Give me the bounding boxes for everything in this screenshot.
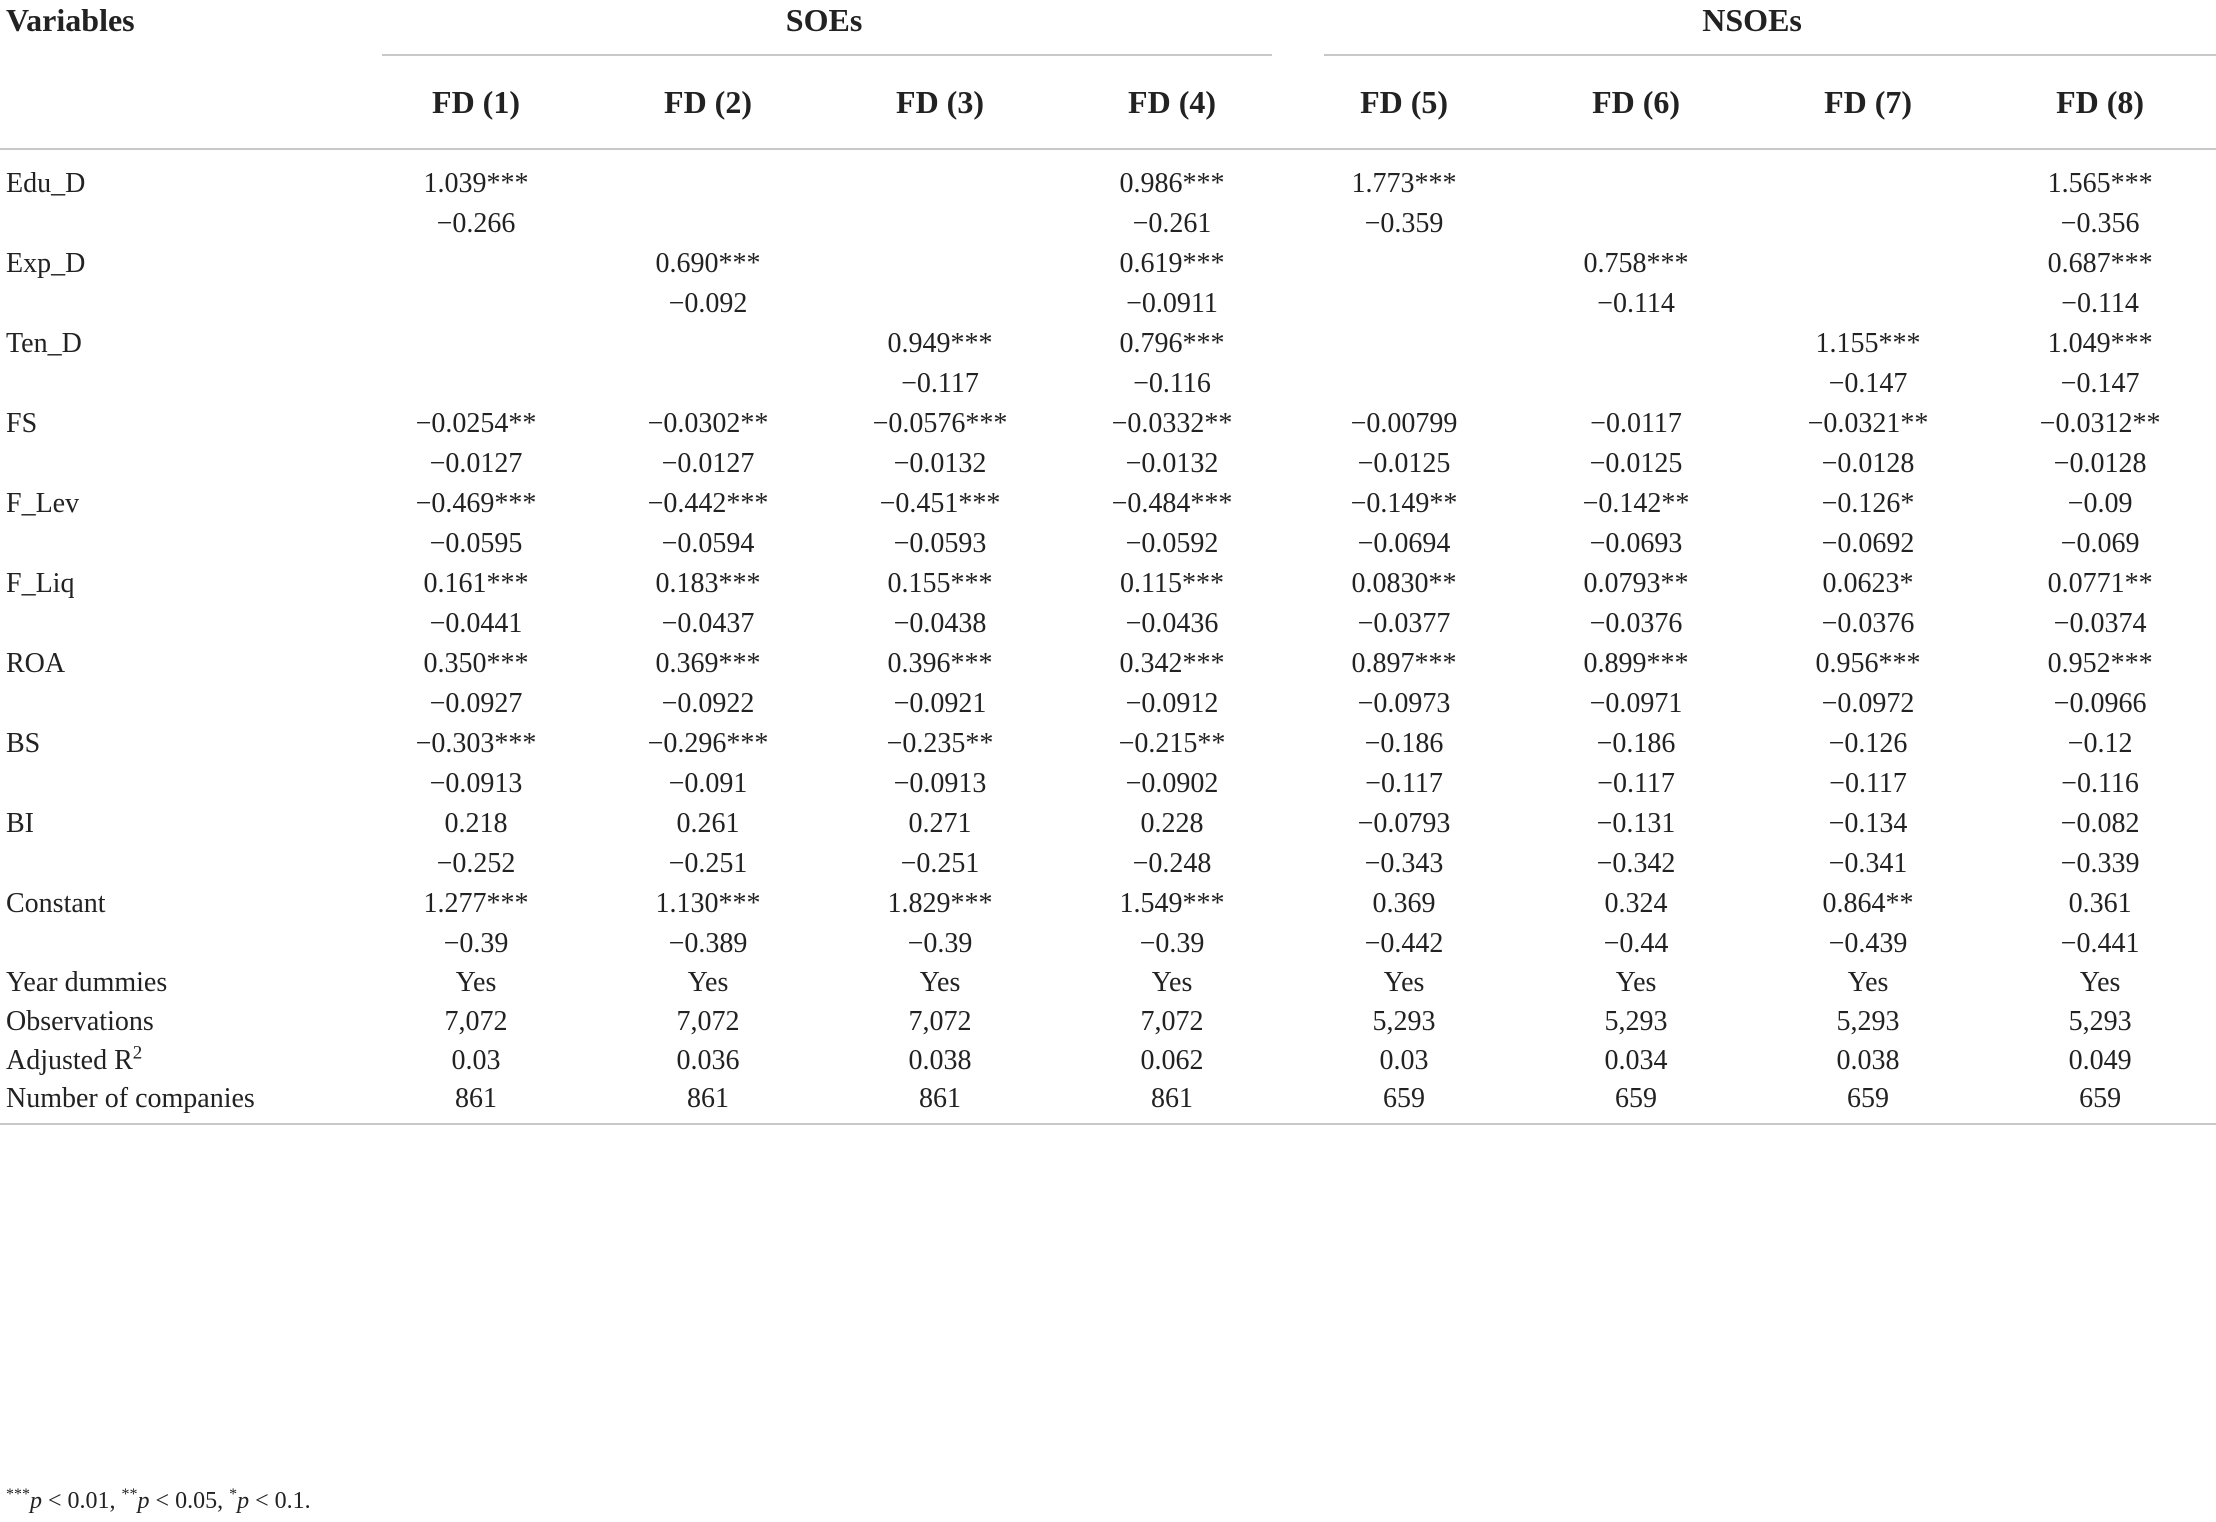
table-cell: −0.0437 (661, 608, 755, 639)
table-cell: −0.0376 (1589, 608, 1683, 639)
table-cell: −0.0132 (893, 448, 987, 479)
table-cell (360, 364, 592, 404)
table-cell: −0.0593 (893, 528, 987, 559)
table-cell: −0.0127 (661, 448, 755, 479)
table-cell: −0.092 (668, 288, 748, 319)
table-row (0, 1080, 2216, 1124)
table-cell: −0.186 (1596, 728, 1676, 759)
table-cell (1752, 164, 1984, 204)
table-cell: −0.134 (1828, 808, 1908, 839)
table-cell: −0.09 (2067, 488, 2133, 519)
table-cell: Yes (1151, 967, 1193, 999)
table-cell: −0.442 (1364, 928, 1444, 959)
table-cell: −0.114 (1597, 288, 1675, 319)
table-cell: −0.0441 (429, 608, 523, 639)
table-cell: −0.142** (1582, 488, 1690, 519)
table-cell: 5,293 (1604, 1006, 1668, 1038)
table-cell: 5,293 (2068, 1006, 2132, 1038)
table-row (0, 404, 2216, 444)
table-cell: 5,293 (1372, 1006, 1436, 1038)
table-cell (824, 164, 1056, 204)
table-cell: 0.864** (1822, 888, 1914, 919)
table-cell: −0.0902 (1125, 768, 1219, 799)
table-cell: −0.215** (1118, 728, 1226, 759)
table-cell: 1.565*** (2047, 168, 2153, 199)
table-row (0, 724, 2216, 764)
table-cell (824, 204, 1056, 244)
table-cell: 0.038 (908, 1044, 972, 1076)
table-cell: −0.0125 (1589, 448, 1683, 479)
group-header-nsoes: NSOEs (1702, 2, 1802, 38)
table-cell: 0.952*** (2047, 648, 2153, 679)
table-cell: −0.0971 (1589, 688, 1683, 719)
table-row (0, 1041, 2216, 1080)
row-label (0, 364, 360, 404)
table-cell: −0.441 (2060, 928, 2140, 959)
table-cell: −0.00799 (1350, 408, 1458, 439)
table-row (0, 844, 2216, 884)
row-label (0, 1041, 360, 1080)
table-cell: −0.356 (2060, 208, 2140, 239)
table-cell: 1.130*** (655, 888, 761, 919)
row-label (0, 1080, 360, 1124)
footnote-p-symbol: p (30, 1488, 42, 1514)
table-cell: −0.149** (1350, 488, 1458, 519)
table-cell: −0.091 (668, 768, 748, 799)
row-label-text: ROA (6, 648, 66, 679)
table-cell: −0.342 (1596, 848, 1676, 879)
footnote-threshold: < 0.05, (149, 1488, 230, 1514)
table-cell: 0.155*** (887, 568, 993, 599)
table-cell: 1.039*** (423, 168, 529, 199)
table-cell: −0.0693 (1589, 528, 1683, 559)
table-cell: −0.131 (1596, 808, 1676, 839)
table-cell: 5,293 (1836, 1006, 1900, 1038)
table-cell: −0.069 (2060, 528, 2140, 559)
table-cell: −0.0911 (1126, 288, 1218, 319)
row-label-text: Year dummies (6, 967, 168, 999)
table-cell: −0.117 (1597, 768, 1675, 799)
table-cell: −0.0302** (647, 408, 769, 439)
table-cell: −0.296*** (647, 728, 769, 759)
table-cell: 7,072 (444, 1006, 508, 1038)
table-cell: −0.39 (1139, 928, 1205, 959)
table-cell (592, 324, 824, 364)
row-label (0, 964, 360, 1003)
table-cell: −0.252 (436, 848, 516, 879)
table-cell: 0.369 (1372, 888, 1436, 919)
table-cell: −0.359 (1364, 208, 1444, 239)
row-label-text: Number of companies (6, 1083, 255, 1115)
table-cell: −0.341 (1828, 848, 1908, 879)
row-label (0, 204, 360, 244)
table-row (0, 244, 2216, 284)
significance-footnote (6, 1488, 311, 1515)
table-cell: −0.0312** (2039, 408, 2161, 439)
table-cell: −0.116 (1133, 368, 1211, 399)
table-cell: Yes (687, 967, 729, 999)
table-cell: 0.897*** (1351, 648, 1457, 679)
row-label-text: Observations (6, 1006, 154, 1038)
table-row (0, 924, 2216, 964)
table-cell: −0.0913 (893, 768, 987, 799)
table-cell: 659 (1520, 1080, 1752, 1124)
column-header: FD (6) (1520, 56, 1752, 149)
row-label (0, 324, 360, 364)
row-label (0, 644, 360, 684)
table-row (0, 204, 2216, 244)
row-label (0, 444, 360, 484)
table-cell: Yes (919, 967, 961, 999)
table-cell: −0.0127 (429, 448, 523, 479)
table-cell: 0.218 (444, 808, 508, 839)
table-cell: −0.484*** (1111, 488, 1233, 519)
table-cell: −0.0912 (1125, 688, 1219, 719)
table-cell: −0.126 (1828, 728, 1908, 759)
table-cell: −0.0254** (415, 408, 537, 439)
row-label (0, 804, 360, 844)
table-cell: 0.038 (1836, 1044, 1900, 1076)
table-cell: Yes (1615, 967, 1657, 999)
column-header: FD (4) (1056, 56, 1288, 149)
table-cell: 0.324 (1604, 888, 1668, 919)
row-label (0, 844, 360, 884)
row-label-text: F_Lev (6, 488, 80, 519)
table-cell: 0.062 (1140, 1044, 1204, 1076)
table-cell: Yes (1847, 967, 1889, 999)
table-cell: −0.251 (668, 848, 748, 879)
table-cell: −0.0592 (1125, 528, 1219, 559)
table-cell: −0.0576*** (872, 408, 1008, 439)
table-row (0, 524, 2216, 564)
table-cell: −0.0117 (1590, 408, 1682, 439)
row-label-text: Constant (6, 888, 106, 919)
table-cell: 0.956*** (1815, 648, 1921, 679)
column-header: FD (5) (1288, 56, 1520, 149)
table-cell: −0.114 (2061, 288, 2139, 319)
table-cell: 0.161*** (423, 568, 529, 599)
row-label (0, 564, 360, 604)
table-cell: 1.829*** (887, 888, 993, 919)
table-row (0, 604, 2216, 644)
table-cell: −0.0128 (2053, 448, 2147, 479)
table-cell: 1.277*** (423, 888, 529, 919)
table-cell: 7,072 (1140, 1006, 1204, 1038)
table-cell: 0.03 (1379, 1044, 1429, 1076)
footnote-stars: * (229, 1486, 238, 1503)
table-cell: −0.389 (668, 928, 748, 959)
table-cell: −0.442*** (647, 488, 769, 519)
table-cell: −0.117 (901, 368, 979, 399)
table-cell (1288, 244, 1520, 284)
table-cell: −0.303*** (415, 728, 537, 759)
table-cell: −0.469*** (415, 488, 537, 519)
column-header: FD (3) (824, 56, 1056, 149)
table-cell (1520, 364, 1752, 404)
table-cell (592, 364, 824, 404)
table-cell: −0.0377 (1357, 608, 1451, 639)
footnote-threshold: < 0.01, (42, 1488, 122, 1514)
table-cell: 1.773*** (1351, 168, 1457, 199)
table-cell: −0.0595 (429, 528, 523, 559)
table-cell (592, 204, 824, 244)
table-cell: −0.0438 (893, 608, 987, 639)
row-label (0, 1003, 360, 1042)
table-cell: −0.343 (1364, 848, 1444, 879)
footnote-threshold: < 0.1. (249, 1488, 311, 1514)
table-cell: 0.949*** (887, 328, 993, 359)
table-cell (360, 324, 592, 364)
table-cell: 0.049 (2068, 1044, 2132, 1076)
table-cell: Yes (455, 967, 497, 999)
table-cell: 0.342*** (1119, 648, 1225, 679)
table-cell: −0.0922 (661, 688, 755, 719)
table-cell: −0.0128 (1821, 448, 1915, 479)
table-cell: −0.0966 (2053, 688, 2147, 719)
table-row (0, 964, 2216, 1003)
table-cell: −0.0125 (1357, 448, 1451, 479)
table-cell (824, 284, 1056, 324)
table-cell: −0.0594 (661, 528, 755, 559)
table-cell: 0.687*** (2047, 248, 2153, 279)
table-cell (1520, 204, 1752, 244)
table-row (0, 484, 2216, 524)
table-row (0, 444, 2216, 484)
table-cell: −0.186 (1364, 728, 1444, 759)
table-cell: −0.44 (1603, 928, 1669, 959)
column-header: FD (8) (1984, 56, 2216, 149)
table-row (0, 884, 2216, 924)
table-row (0, 644, 2216, 684)
footnote-stars: ** (121, 1486, 138, 1503)
table-cell: −0.147 (1828, 368, 1908, 399)
row-label (0, 604, 360, 644)
table-row (0, 164, 2216, 204)
table-cell: 0.690*** (655, 248, 761, 279)
column-header: FD (2) (592, 56, 824, 149)
table-cell: 0.361 (2068, 888, 2132, 919)
table-cell: −0.39 (443, 928, 509, 959)
table-cell: 0.115*** (1120, 568, 1224, 599)
table-cell: 0.036 (676, 1044, 740, 1076)
table-cell: 0.758*** (1583, 248, 1689, 279)
table-cell: −0.451*** (879, 488, 1001, 519)
table-cell: 0.183*** (655, 568, 761, 599)
footnote-p-symbol: p (137, 1488, 150, 1514)
row-label (0, 484, 360, 524)
table-cell (360, 244, 592, 284)
table-cell (1520, 164, 1752, 204)
row-label-text: Edu_D (6, 168, 86, 199)
table-cell: 0.350*** (423, 648, 529, 679)
column-header: FD (1) (360, 56, 592, 149)
table-cell: 0.396*** (887, 648, 993, 679)
row-label (0, 764, 360, 804)
table-cell: Yes (2079, 967, 2121, 999)
row-label (0, 284, 360, 324)
table-cell (1288, 324, 1520, 364)
table-cell: −0.0694 (1357, 528, 1451, 559)
table-cell: 0.796*** (1119, 328, 1225, 359)
footnote-stars: *** (6, 1486, 30, 1503)
table-cell (1752, 204, 1984, 244)
table-cell: −0.116 (2061, 768, 2139, 799)
table-cell (592, 164, 824, 204)
table-cell: −0.0973 (1357, 688, 1451, 719)
table-cell (824, 244, 1056, 284)
table-row (0, 364, 2216, 404)
row-label (0, 524, 360, 564)
table-cell: −0.0132 (1125, 448, 1219, 479)
table-cell: −0.0927 (429, 688, 523, 719)
table-cell: 659 (1752, 1080, 1984, 1124)
row-label (0, 684, 360, 724)
table-cell: 0.0793** (1583, 568, 1689, 599)
table-cell: −0.0436 (1125, 608, 1219, 639)
table-row (0, 324, 2216, 364)
table-cell (1288, 364, 1520, 404)
table-cell (1752, 244, 1984, 284)
table-cell: 0.271 (908, 808, 972, 839)
footnote-p-symbol: p (237, 1488, 250, 1514)
row-label-text: Exp_D (6, 248, 86, 279)
table-cell: 1.155*** (1815, 328, 1921, 359)
column-header: FD (7) (1752, 56, 1984, 149)
table-row (0, 804, 2216, 844)
table-cell: −0.082 (2060, 808, 2140, 839)
table-cell: −0.439 (1828, 928, 1908, 959)
table-cell (1752, 284, 1984, 324)
row-label-text: F_Liq (6, 568, 75, 599)
table-cell: 1.049*** (2047, 328, 2153, 359)
table-cell: −0.0376 (1821, 608, 1915, 639)
table-cell: 7,072 (676, 1006, 740, 1038)
row-label-text: BS (6, 728, 41, 759)
table-cell: −0.0692 (1821, 528, 1915, 559)
table-cell: 0.0623* (1822, 568, 1914, 599)
table-cell (1288, 284, 1520, 324)
row-label (0, 924, 360, 964)
row-label (0, 164, 360, 204)
row-label-text: BI (6, 808, 34, 839)
table-row (0, 764, 2216, 804)
table-cell: −0.0374 (2053, 608, 2147, 639)
blank-header-cell (0, 56, 360, 149)
table-cell: 861 (824, 1080, 1056, 1124)
table-cell: −0.235** (886, 728, 994, 759)
table-cell: 0.034 (1604, 1044, 1668, 1076)
table-cell: 1.549*** (1119, 888, 1225, 919)
table-cell: 861 (592, 1080, 824, 1124)
table-cell: −0.39 (907, 928, 973, 959)
table-row (0, 284, 2216, 324)
row-label (0, 724, 360, 764)
table-cell (1520, 324, 1752, 364)
row-label-superscript: 2 (132, 1042, 143, 1064)
table-cell: −0.266 (436, 208, 516, 239)
row-label (0, 884, 360, 924)
table-cell: −0.339 (2060, 848, 2140, 879)
table-cell: −0.0321** (1807, 408, 1929, 439)
table-cell: 0.986*** (1119, 168, 1225, 199)
table-cell: −0.117 (1829, 768, 1907, 799)
row-label (0, 244, 360, 284)
table-cell: 659 (1984, 1080, 2216, 1124)
table-cell (360, 284, 592, 324)
variables-header: Variables (6, 2, 135, 38)
table-cell: 0.228 (1140, 808, 1204, 839)
table-cell: Yes (1383, 967, 1425, 999)
table-cell: 0.0771** (2047, 568, 2153, 599)
table-cell: 0.899*** (1583, 648, 1689, 679)
table-cell: −0.0921 (893, 688, 987, 719)
row-label-text: Adjusted R (6, 1044, 133, 1076)
table-cell: −0.0913 (429, 768, 523, 799)
table-cell: −0.117 (1365, 768, 1443, 799)
row-label-text: FS (6, 408, 38, 439)
row-label-text: Ten_D (6, 328, 82, 359)
table-cell: 0.03 (451, 1044, 501, 1076)
table-cell: −0.251 (900, 848, 980, 879)
table-body (0, 149, 2216, 1124)
table-cell: 861 (1056, 1080, 1288, 1124)
table-cell: −0.147 (2060, 368, 2140, 399)
row-label (0, 404, 360, 444)
table-cell: 861 (360, 1080, 592, 1124)
table-cell: −0.126* (1821, 488, 1915, 519)
table-row (0, 684, 2216, 724)
table-cell: 7,072 (908, 1006, 972, 1038)
table-row (0, 564, 2216, 604)
table-cell: 0.619*** (1119, 248, 1225, 279)
table-cell: −0.12 (2067, 728, 2133, 759)
table-cell: 0.261 (676, 808, 740, 839)
table-cell: −0.0332** (1111, 408, 1233, 439)
table-cell: −0.261 (1132, 208, 1212, 239)
table-cell: −0.0972 (1821, 688, 1915, 719)
table-cell: 0.369*** (655, 648, 761, 679)
table-cell: −0.248 (1132, 848, 1212, 879)
table-cell: 0.0830** (1351, 568, 1457, 599)
table-row (0, 1003, 2216, 1042)
group-header-soes: SOEs (785, 2, 863, 38)
table-cell: −0.0793 (1357, 808, 1451, 839)
table-cell: 659 (1288, 1080, 1520, 1124)
